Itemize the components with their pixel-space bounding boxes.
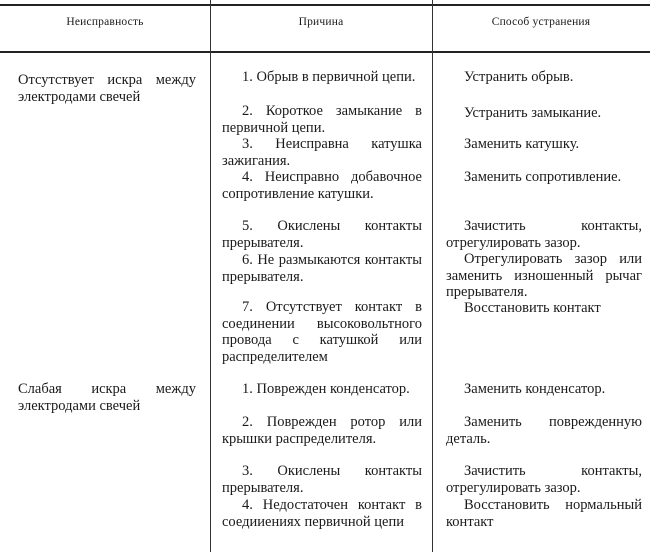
remedy-adjust-gap: Отрегулировать зазор или заменить изношенный рычаг прерывателя. — [446, 251, 642, 301]
header-bottom-rule — [0, 51, 650, 53]
remedy-replace-part: Заменить поврежденную деталь. — [446, 414, 642, 447]
cause-no-hv-contact: 7. Отсутствует контакт в соединении высоковольтного провода с катушкой или распределителем — [222, 299, 422, 365]
cause-open-primary: 1. Обрыв в первичной цепи. — [242, 69, 416, 85]
cause-poor-primary-contact: 4. Недостаточен контакт в соедииениях первичной цепи — [222, 497, 422, 530]
column-divider-1 — [210, 0, 211, 552]
remedy-restore-contact: Восстановить контакт — [464, 300, 601, 316]
column-divider-2 — [432, 0, 433, 552]
header-cause: Причина — [298, 16, 344, 28]
cause-bad-rotor: 2. Поврежден ротор или крышки распределителя. — [222, 414, 422, 447]
cause-oxidized-contacts: 5. Окислены контакты прерывателя. — [222, 218, 422, 251]
header-fault: Неисправность — [66, 16, 144, 28]
remedy-fix-short: Устранить замыкание. — [464, 105, 602, 121]
cause-short-primary: 2. Короткое замыкание в первичной цепи. — [222, 103, 422, 136]
remedy-clean-contacts: Зачистить контакты, отрегулировать зазор. — [446, 218, 642, 251]
cause-contacts-not-opening: 6. Не размыкаются контакты прерывателя. — [222, 252, 422, 285]
remedy-replace-capacitor: Заменить конденсатор. — [464, 381, 606, 397]
remedy-replace-coil: Заменить катушку. — [464, 136, 580, 152]
cause-bad-resistor: 4. Неисправно добавочное сопротивление катушки. — [222, 169, 422, 202]
fault-weak-spark: Слабая искра между электродами свечей — [18, 381, 196, 414]
cause-oxidized-contacts-2: 3. Окислены контакты прерывателя. — [222, 463, 422, 496]
remedy-clean-contacts-2: Зачистить контакты, отрегулировать зазор. — [446, 463, 642, 496]
cause-bad-capacitor: 1. Поврежден конденсатор. — [242, 381, 410, 397]
header-remedy: Способ устранения — [491, 16, 591, 28]
remedy-restore-normal-contact: Восстановить нормальный контакт — [446, 497, 642, 530]
remedy-replace-resistor: Заменить сопротивление. — [464, 169, 622, 185]
fault-no-spark: Отсутствует искра между электродами свечей — [18, 72, 196, 105]
remedy-fix-open: Устранить обрыв. — [464, 69, 574, 85]
header-top-rule — [0, 4, 650, 6]
cause-bad-coil: 3. Неисправна катушка зажигания. — [222, 136, 422, 169]
